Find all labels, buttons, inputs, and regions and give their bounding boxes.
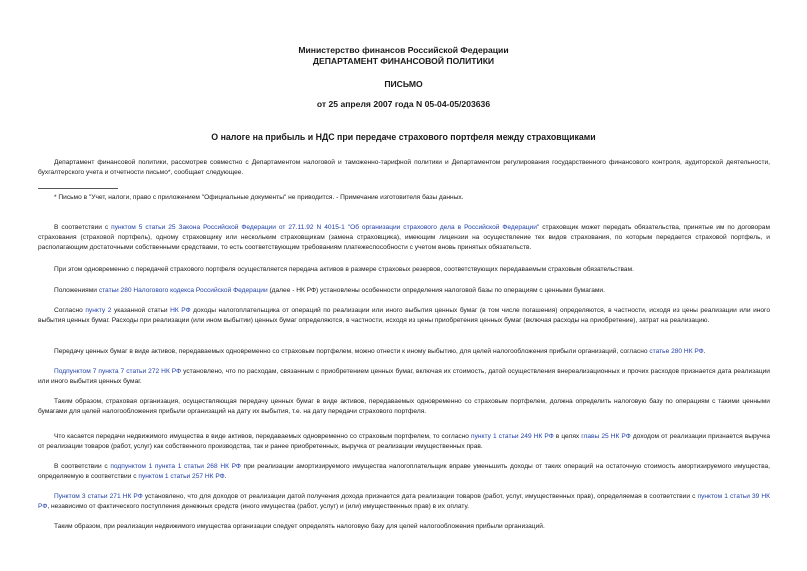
article-249-link[interactable]: пункту 1 статьи 249 НК РФ bbox=[471, 433, 554, 440]
p4-text-b: указанной статьи bbox=[111, 307, 171, 314]
paragraph-1 bbox=[38, 223, 770, 253]
footnote-divider bbox=[38, 188, 118, 189]
p1-text-b: страховщик может передать обязательства, принятые им по договорам страхования (страховой портфель), одному страховщику или нескольким страховщикам (замена страховщика), имеющим лицензии на осуществление тех видов страхования, по которым передается страховой портфель, и располагающим достаточными собственными средствами, то есть соответствующим требованиям платежеспособности с учетом вновь принятых обязательств. bbox=[38, 224, 770, 251]
article-268-link[interactable]: подпунктом 1 пункта 1 статьи 268 НК РФ bbox=[110, 463, 241, 470]
paragraph-10 bbox=[38, 492, 770, 512]
paragraph-8 bbox=[38, 432, 770, 452]
p10-text-b: , независимо от фактического поступления денежных средств (иного имущества (работ, услуг) и (или) имущественных прав) в их оплату. bbox=[47, 503, 469, 510]
document-subject: О налоге на прибыль и НДС при передаче страхового портфеля между страховщиками bbox=[211, 132, 596, 142]
article-39-link[interactable]: пунктом 1 статьи 39 НК РФ bbox=[38, 493, 770, 510]
article-271-link[interactable]: Пунктом 3 статьи 271 НК РФ bbox=[54, 493, 143, 500]
p8-text-c: доходом от реализации признается выручка от реализации товаров (работ, услуг) как собственного производства, так и ранее приобретенных, выручка от реализации имущественных прав. bbox=[38, 433, 770, 450]
document-type: ПИСЬМО bbox=[384, 79, 423, 89]
p5-text-b: . bbox=[703, 348, 706, 355]
paragraph-11: Таким образом, при реализации недвижимого имущества организации следует определять налоговую базу для целей налогообложения прибыли организаций. bbox=[54, 523, 545, 530]
p4-text-c: доходы налогоплательщика от операций по реализации или иного выбытия ценных бумаг (в том числе погашения) определяются, в частности, исходя из цены реализации или иного выбытия ценных бумаг. Расходы при реализации (или ином выбытии) ценных бумаг определяются, в частности, исходя из цены приобретения ценных бумаг (включая расходы на приобретение), затрат на реализацию. bbox=[38, 307, 770, 324]
paragraph-7: Таким образом, страховая организация, осуществляющая передачу ценных бумаг в виде активов, передаваемых одновременно со страховым портфелем, должна определить налоговую базу по операциям с такими ценными бумагами для целей налогообложения прибыли организаций на дату их выбытия, т.е. на дату передачи страхового портфеля. bbox=[38, 398, 770, 415]
law-link[interactable]: пунктом 5 статьи 25 Закона Российской Федерации от 27.11.92 N 4015-1 "Об организации страхового дела в Российской Федерации" bbox=[111, 224, 540, 231]
nk-rf-link[interactable]: НК РФ bbox=[170, 307, 191, 314]
p9-text-c: . bbox=[224, 473, 227, 480]
p3-text-b: (далее - НК РФ) установлены особенности определения налоговой базы по операциям с ценными бумагами. bbox=[267, 287, 605, 294]
paragraph-2: При этом одновременно с передачей страхового портфеля осуществляется передача активов в размере страховых резервов, соответствующих передаваемым страховым обязательствам. bbox=[54, 266, 634, 273]
nk-article-280-link[interactable]: статьи 280 Налогового кодекса Российской Федерации bbox=[98, 287, 268, 294]
paragraph-6 bbox=[38, 367, 770, 387]
paragraph-3 bbox=[38, 286, 770, 296]
footnote: * Письмо в "Учет, налоги, право с приложением "Официальные документы" не приводится. - Примечание изготовителя базы данных. bbox=[54, 194, 464, 201]
p8-text-b: в целях bbox=[553, 433, 582, 440]
department-name: ДЕПАРТАМЕНТ ФИНАНСОВОЙ ПОЛИТИКИ bbox=[312, 56, 495, 66]
p9-text-a: В соответствии с bbox=[54, 463, 111, 470]
p8-text-a: Что касается передачи недвижимого имущества в виде активов, передаваемых одновременно со страховым портфелем, то согласно bbox=[54, 433, 472, 440]
paragraph-5 bbox=[38, 347, 770, 357]
intro-paragraph: Департамент финансовой политики, рассмотрев совместно с Департаментом налоговой и таможенно-тарифной политики и Департаментом регулирования государственного финансового контроля, аудиторской деятельности, бухгалтерского учета и отчетности письмо*, сообщает следующее. bbox=[38, 159, 770, 176]
article-272-link[interactable]: Подпунктом 7 пункта 7 статьи 272 НК РФ bbox=[54, 368, 182, 375]
paragraph-9 bbox=[38, 462, 770, 482]
clause-2-link[interactable]: пункту 2 bbox=[85, 307, 112, 314]
p5-text-a: Передачу ценных бумаг в виде активов, передаваемых одновременно со страховым портфелем, можно отнести к иному выбытию, для целей налогообложения прибыли организаций, согласно bbox=[54, 348, 650, 355]
article-257-link[interactable]: пунктом 1 статьи 257 НК РФ bbox=[138, 473, 225, 480]
p10-text-a: установлено, что для доходов от реализации датой получения дохода признается дата реализации товаров (работ, услуг, имущественных прав), определяемая в соответствии с bbox=[142, 493, 698, 500]
p3-text-a: Положениями bbox=[54, 287, 99, 294]
p4-text-a: Согласно bbox=[54, 307, 86, 314]
document-date: от 25 апреля 2007 года N 05-04-05/203636 bbox=[316, 99, 491, 109]
p1-text-a: В соответствии с bbox=[54, 224, 112, 231]
chapter-25-link[interactable]: главы 25 НК РФ bbox=[581, 433, 631, 440]
ministry-name: Министерство финансов Российской Федерации bbox=[298, 45, 509, 55]
paragraph-4 bbox=[38, 306, 770, 326]
p9-text-b: при реализации амортизируемого имущества налогоплательщик вправе уменьшить доходы от таких операций на остаточную стоимость амортизируемого имущества, определяемую в соответствии с bbox=[38, 463, 770, 480]
p6-text-a: установлено, что по расходам, связанным с приобретением ценных бумаг, включая их стоимость, датой осуществления внереализационных и прочих расходов признается дата реализации или иного выбытия ценных бумаг. bbox=[38, 368, 770, 385]
article-280-link[interactable]: статье 280 НК РФ bbox=[649, 348, 704, 355]
